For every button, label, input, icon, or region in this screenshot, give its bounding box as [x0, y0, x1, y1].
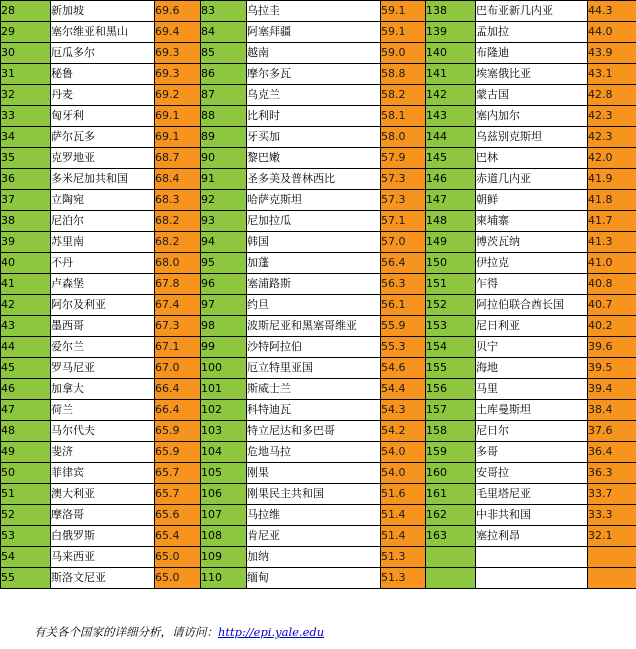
- score-cell: 57.3: [381, 169, 426, 190]
- empty-cell: [588, 568, 636, 589]
- rank-cell: 159: [426, 442, 476, 463]
- rank-cell: 104: [201, 442, 247, 463]
- country-cell: 立陶宛: [51, 190, 155, 211]
- rank-cell: 46: [1, 379, 51, 400]
- rank-cell: 107: [201, 505, 247, 526]
- score-cell: 68.3: [155, 190, 201, 211]
- rank-cell: 32: [1, 85, 51, 106]
- score-cell: 68.0: [155, 253, 201, 274]
- country-cell: 赤道几内亚: [476, 169, 588, 190]
- rank-cell: 150: [426, 253, 476, 274]
- country-cell: 澳大利亚: [51, 484, 155, 505]
- country-cell: 孟加拉: [476, 22, 588, 43]
- country-cell: 布隆迪: [476, 43, 588, 64]
- score-cell: 43.9: [588, 43, 636, 64]
- rank-cell: 52: [1, 505, 51, 526]
- score-cell: 58.1: [381, 106, 426, 127]
- rank-cell: 143: [426, 106, 476, 127]
- country-cell: 波斯尼亚和黑塞哥维亚: [247, 316, 381, 337]
- score-cell: 68.2: [155, 211, 201, 232]
- rank-cell: 160: [426, 463, 476, 484]
- rank-cell: 138: [426, 1, 476, 22]
- table-row: [1, 253, 636, 274]
- score-cell: 69.2: [155, 85, 201, 106]
- country-cell: 阿塞拜疆: [247, 22, 381, 43]
- country-cell: 阿拉伯联合酋长国: [476, 295, 588, 316]
- country-cell: 摩尔多瓦: [247, 64, 381, 85]
- country-cell: 摩洛哥: [51, 505, 155, 526]
- country-cell: 马来西亚: [51, 547, 155, 568]
- country-cell: 韩国: [247, 232, 381, 253]
- rank-cell: 36: [1, 169, 51, 190]
- rank-cell: 144: [426, 127, 476, 148]
- rank-cell: 163: [426, 526, 476, 547]
- country-cell: 柬埔寨: [476, 211, 588, 232]
- rank-cell: 34: [1, 127, 51, 148]
- rank-cell: 154: [426, 337, 476, 358]
- score-cell: 44.3: [588, 1, 636, 22]
- country-cell: 牙买加: [247, 127, 381, 148]
- table-row: [1, 337, 636, 358]
- country-cell: 墨西哥: [51, 316, 155, 337]
- country-cell: 尼加拉瓜: [247, 211, 381, 232]
- rank-cell: 98: [201, 316, 247, 337]
- score-cell: 41.0: [588, 253, 636, 274]
- country-cell: 科特迪瓦: [247, 400, 381, 421]
- country-cell: 比利时: [247, 106, 381, 127]
- country-cell: 乌克兰: [247, 85, 381, 106]
- country-cell: 丹麦: [51, 85, 155, 106]
- footer-text: 有关各个国家的详细分析，请访问：: [34, 625, 218, 639]
- score-cell: 51.6: [381, 484, 426, 505]
- table-row: [1, 232, 636, 253]
- country-cell: 毛里塔尼亚: [476, 484, 588, 505]
- rank-cell: 146: [426, 169, 476, 190]
- country-cell: 黎巴嫩: [247, 148, 381, 169]
- rank-cell: 94: [201, 232, 247, 253]
- country-cell: 塞浦路斯: [247, 274, 381, 295]
- score-cell: 67.0: [155, 358, 201, 379]
- rank-cell: 91: [201, 169, 247, 190]
- table-row: [1, 148, 636, 169]
- country-cell: 乌兹别克斯坦: [476, 127, 588, 148]
- country-cell: 斯威士兰: [247, 379, 381, 400]
- country-cell: 新加坡: [51, 1, 155, 22]
- empty-cell: [476, 568, 588, 589]
- score-cell: 65.4: [155, 526, 201, 547]
- rank-cell: 157: [426, 400, 476, 421]
- score-cell: 69.3: [155, 64, 201, 85]
- rank-cell: 95: [201, 253, 247, 274]
- country-cell: 塞拉利昂: [476, 526, 588, 547]
- rank-cell: 140: [426, 43, 476, 64]
- score-cell: 65.9: [155, 421, 201, 442]
- country-cell: 白俄罗斯: [51, 526, 155, 547]
- score-cell: 67.4: [155, 295, 201, 316]
- score-cell: 33.3: [588, 505, 636, 526]
- table-row: [1, 568, 636, 589]
- country-cell: 克罗地亚: [51, 148, 155, 169]
- score-cell: 44.0: [588, 22, 636, 43]
- score-cell: 56.1: [381, 295, 426, 316]
- rank-cell: 51: [1, 484, 51, 505]
- score-cell: 65.6: [155, 505, 201, 526]
- score-cell: 68.4: [155, 169, 201, 190]
- rank-cell: 156: [426, 379, 476, 400]
- country-cell: 乌拉圭: [247, 1, 381, 22]
- score-cell: 67.8: [155, 274, 201, 295]
- country-cell: 圣多美及普林西比: [247, 169, 381, 190]
- table-row: [1, 463, 636, 484]
- rank-cell: 44: [1, 337, 51, 358]
- table-row: [1, 190, 636, 211]
- rank-cell: 33: [1, 106, 51, 127]
- score-cell: 65.0: [155, 547, 201, 568]
- rank-cell: 54: [1, 547, 51, 568]
- rank-cell: 106: [201, 484, 247, 505]
- rank-cell: 38: [1, 211, 51, 232]
- table-row: [1, 106, 636, 127]
- score-cell: 36.4: [588, 442, 636, 463]
- score-cell: 65.7: [155, 484, 201, 505]
- score-cell: 54.3: [381, 400, 426, 421]
- rank-cell: 102: [201, 400, 247, 421]
- country-cell: 阿尔及利亚: [51, 295, 155, 316]
- country-cell: 尼泊尔: [51, 211, 155, 232]
- table-row: [1, 547, 636, 568]
- rank-cell: 43: [1, 316, 51, 337]
- country-cell: 尼日利亚: [476, 316, 588, 337]
- rank-cell: 109: [201, 547, 247, 568]
- rank-cell: 96: [201, 274, 247, 295]
- rank-cell: 29: [1, 22, 51, 43]
- country-cell: 巴林: [476, 148, 588, 169]
- rank-cell: 161: [426, 484, 476, 505]
- score-cell: 56.3: [381, 274, 426, 295]
- country-cell: 多哥: [476, 442, 588, 463]
- score-cell: 65.9: [155, 442, 201, 463]
- score-cell: 41.7: [588, 211, 636, 232]
- country-cell: 厄立特里亚国: [247, 358, 381, 379]
- rank-cell: 87: [201, 85, 247, 106]
- rank-cell: 48: [1, 421, 51, 442]
- score-cell: 69.3: [155, 43, 201, 64]
- country-cell: 萨尔瓦多: [51, 127, 155, 148]
- rank-cell: 31: [1, 64, 51, 85]
- score-cell: 33.7: [588, 484, 636, 505]
- score-cell: 38.4: [588, 400, 636, 421]
- rank-cell: 28: [1, 1, 51, 22]
- score-cell: 66.4: [155, 379, 201, 400]
- score-cell: 51.4: [381, 526, 426, 547]
- country-cell: 马里: [476, 379, 588, 400]
- table-row: [1, 169, 636, 190]
- country-cell: 加纳: [247, 547, 381, 568]
- score-cell: 37.6: [588, 421, 636, 442]
- table-row: [1, 127, 636, 148]
- score-cell: 40.8: [588, 274, 636, 295]
- country-cell: 巴布亚新几内亚: [476, 1, 588, 22]
- score-cell: 54.0: [381, 463, 426, 484]
- country-cell: 约旦: [247, 295, 381, 316]
- country-cell: 埃塞俄比亚: [476, 64, 588, 85]
- score-cell: 39.5: [588, 358, 636, 379]
- rank-cell: 88: [201, 106, 247, 127]
- score-cell: 54.6: [381, 358, 426, 379]
- score-cell: 54.2: [381, 421, 426, 442]
- rank-cell: 49: [1, 442, 51, 463]
- score-cell: 54.0: [381, 442, 426, 463]
- country-cell: 土库曼斯坦: [476, 400, 588, 421]
- score-cell: 65.7: [155, 463, 201, 484]
- rank-cell: 85: [201, 43, 247, 64]
- country-cell: 沙特阿拉伯: [247, 337, 381, 358]
- score-cell: 59.0: [381, 43, 426, 64]
- rank-cell: 145: [426, 148, 476, 169]
- score-cell: 59.1: [381, 22, 426, 43]
- rank-cell: 84: [201, 22, 247, 43]
- country-cell: 秘鲁: [51, 64, 155, 85]
- score-cell: 42.3: [588, 106, 636, 127]
- score-cell: 57.3: [381, 190, 426, 211]
- score-cell: 58.2: [381, 85, 426, 106]
- country-cell: 刚果: [247, 463, 381, 484]
- rank-cell: 97: [201, 295, 247, 316]
- score-cell: 67.3: [155, 316, 201, 337]
- rank-cell: 152: [426, 295, 476, 316]
- score-cell: 69.1: [155, 106, 201, 127]
- country-cell: 卢森堡: [51, 274, 155, 295]
- score-cell: 51.4: [381, 505, 426, 526]
- score-cell: 56.4: [381, 253, 426, 274]
- table-row: [1, 442, 636, 463]
- country-cell: 博茨瓦纳: [476, 232, 588, 253]
- table-body: [1, 1, 636, 589]
- country-cell: 匈牙利: [51, 106, 155, 127]
- rank-cell: 148: [426, 211, 476, 232]
- rank-cell: 92: [201, 190, 247, 211]
- country-cell: 哈萨克斯坦: [247, 190, 381, 211]
- country-cell: 斐济: [51, 442, 155, 463]
- country-cell: 马拉维: [247, 505, 381, 526]
- score-cell: 51.3: [381, 547, 426, 568]
- score-cell: 54.4: [381, 379, 426, 400]
- rank-cell: 93: [201, 211, 247, 232]
- rank-cell: 151: [426, 274, 476, 295]
- score-cell: 41.9: [588, 169, 636, 190]
- country-cell: 蒙古国: [476, 85, 588, 106]
- rank-cell: 89: [201, 127, 247, 148]
- score-cell: 58.0: [381, 127, 426, 148]
- table-row: [1, 43, 636, 64]
- country-cell: 斯洛文尼亚: [51, 568, 155, 589]
- table-row: [1, 64, 636, 85]
- country-cell: 中非共和国: [476, 505, 588, 526]
- score-cell: 69.1: [155, 127, 201, 148]
- table-row: [1, 316, 636, 337]
- country-cell: 越南: [247, 43, 381, 64]
- rank-cell: 30: [1, 43, 51, 64]
- rank-cell: 39: [1, 232, 51, 253]
- score-cell: 69.4: [155, 22, 201, 43]
- rank-cell: 108: [201, 526, 247, 547]
- rank-cell: 99: [201, 337, 247, 358]
- score-cell: 55.9: [381, 316, 426, 337]
- score-cell: 41.8: [588, 190, 636, 211]
- score-cell: 69.6: [155, 1, 201, 22]
- score-cell: 40.7: [588, 295, 636, 316]
- country-cell: 菲律宾: [51, 463, 155, 484]
- country-cell: 乍得: [476, 274, 588, 295]
- score-cell: 65.0: [155, 568, 201, 589]
- empty-cell: [588, 547, 636, 568]
- footer-note: [34, 624, 324, 640]
- table-row: [1, 1, 636, 22]
- score-cell: 42.8: [588, 85, 636, 106]
- rank-cell: 47: [1, 400, 51, 421]
- country-cell: 爱尔兰: [51, 337, 155, 358]
- rank-cell: 50: [1, 463, 51, 484]
- rank-cell: 142: [426, 85, 476, 106]
- rank-cell: 42: [1, 295, 51, 316]
- score-cell: 66.4: [155, 400, 201, 421]
- score-cell: 42.0: [588, 148, 636, 169]
- score-cell: 58.8: [381, 64, 426, 85]
- rank-cell: 162: [426, 505, 476, 526]
- country-cell: 苏里南: [51, 232, 155, 253]
- score-cell: 68.2: [155, 232, 201, 253]
- country-cell: 荷兰: [51, 400, 155, 421]
- epi-link[interactable]: http://epi.yale.edu: [218, 625, 325, 639]
- score-cell: 42.3: [588, 127, 636, 148]
- country-cell: 加蓬: [247, 253, 381, 274]
- rank-cell: 158: [426, 421, 476, 442]
- table-row: [1, 85, 636, 106]
- country-cell: 厄瓜多尔: [51, 43, 155, 64]
- rank-cell: 105: [201, 463, 247, 484]
- rank-cell: 141: [426, 64, 476, 85]
- score-cell: 55.3: [381, 337, 426, 358]
- table-row: [1, 421, 636, 442]
- table-row: [1, 484, 636, 505]
- table-row: [1, 400, 636, 421]
- rank-cell: 40: [1, 253, 51, 274]
- score-cell: 51.3: [381, 568, 426, 589]
- country-cell: 朝鲜: [476, 190, 588, 211]
- country-cell: 罗马尼亚: [51, 358, 155, 379]
- country-cell: 特立尼达和多巴哥: [247, 421, 381, 442]
- score-cell: 36.3: [588, 463, 636, 484]
- table-row: [1, 22, 636, 43]
- score-cell: 43.1: [588, 64, 636, 85]
- country-cell: 塞内加尔: [476, 106, 588, 127]
- score-cell: 39.4: [588, 379, 636, 400]
- rank-cell: 35: [1, 148, 51, 169]
- rank-cell: 41: [1, 274, 51, 295]
- table-row: [1, 526, 636, 547]
- rank-cell: 83: [201, 1, 247, 22]
- score-cell: 59.1: [381, 1, 426, 22]
- table-row: [1, 358, 636, 379]
- rank-cell: 110: [201, 568, 247, 589]
- rank-cell: 155: [426, 358, 476, 379]
- country-cell: 多米尼加共和国: [51, 169, 155, 190]
- score-cell: 40.2: [588, 316, 636, 337]
- empty-cell: [426, 568, 476, 589]
- score-cell: 57.9: [381, 148, 426, 169]
- table-row: [1, 379, 636, 400]
- score-cell: 57.1: [381, 211, 426, 232]
- country-cell: 危地马拉: [247, 442, 381, 463]
- rank-cell: 101: [201, 379, 247, 400]
- country-cell: 缅甸: [247, 568, 381, 589]
- table-row: [1, 274, 636, 295]
- score-cell: 68.7: [155, 148, 201, 169]
- score-cell: 41.3: [588, 232, 636, 253]
- score-cell: 32.1: [588, 526, 636, 547]
- country-cell: 尼日尔: [476, 421, 588, 442]
- table-row: [1, 505, 636, 526]
- table-row: [1, 295, 636, 316]
- country-cell: 海地: [476, 358, 588, 379]
- empty-cell: [426, 547, 476, 568]
- country-cell: 加拿大: [51, 379, 155, 400]
- rank-cell: 90: [201, 148, 247, 169]
- rank-cell: 103: [201, 421, 247, 442]
- rank-cell: 153: [426, 316, 476, 337]
- score-cell: 67.1: [155, 337, 201, 358]
- country-cell: 肯尼亚: [247, 526, 381, 547]
- rank-cell: 86: [201, 64, 247, 85]
- empty-cell: [476, 547, 588, 568]
- country-cell: 塞尔维亚和黑山: [51, 22, 155, 43]
- country-cell: 贝宁: [476, 337, 588, 358]
- rank-cell: 100: [201, 358, 247, 379]
- country-cell: 不丹: [51, 253, 155, 274]
- rank-cell: 45: [1, 358, 51, 379]
- rank-cell: 147: [426, 190, 476, 211]
- rank-cell: 149: [426, 232, 476, 253]
- country-cell: 伊拉克: [476, 253, 588, 274]
- country-cell: 马尔代夫: [51, 421, 155, 442]
- rank-cell: 37: [1, 190, 51, 211]
- rank-cell: 139: [426, 22, 476, 43]
- score-cell: 57.0: [381, 232, 426, 253]
- country-cell: 安哥拉: [476, 463, 588, 484]
- table-row: [1, 211, 636, 232]
- score-cell: 39.6: [588, 337, 636, 358]
- rank-cell: 55: [1, 568, 51, 589]
- country-cell: 刚果民主共和国: [247, 484, 381, 505]
- rank-cell: 53: [1, 526, 51, 547]
